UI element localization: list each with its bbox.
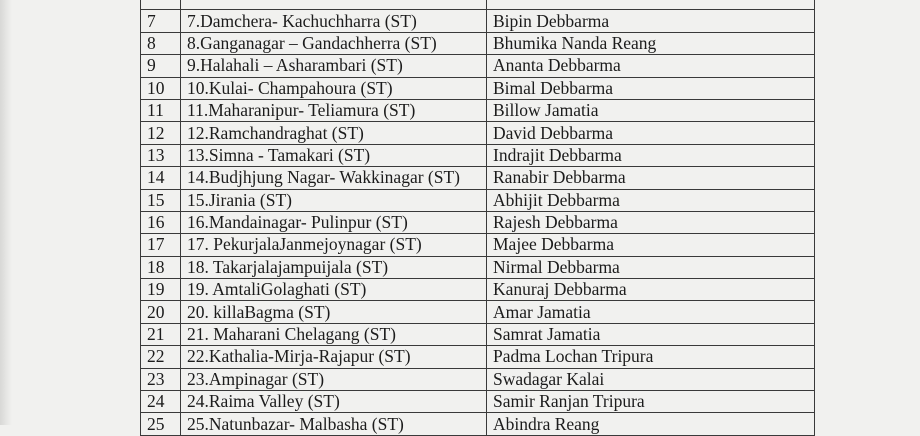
candidate-name-cell: Kanuraj Debbarma — [487, 279, 815, 301]
page-edge-shadow — [0, 0, 12, 425]
constituency-cell: 15.Jirania (ST) — [181, 189, 487, 211]
table-row — [141, 211, 815, 233]
candidate-name-cell: Swadagar Kalai — [487, 368, 815, 390]
constituency-cell: 13.Simna - Tamakari (ST) — [181, 144, 487, 166]
constituency-cell: 20. killaBagma (ST) — [181, 301, 487, 323]
constituency-cell: 22.Kathalia-Mirja-Rajapur (ST) — [181, 346, 487, 368]
table-row — [141, 346, 815, 368]
constituency-cell: 8.Ganganagar – Gandachherra (ST) — [181, 32, 487, 54]
table-row — [141, 55, 815, 77]
constituency-cell: 23.Ampinagar (ST) — [181, 368, 487, 390]
table-row — [141, 122, 815, 144]
table-row — [141, 301, 815, 323]
table-row — [141, 323, 815, 345]
serial-number-cell: 14 — [141, 167, 181, 189]
table-row — [141, 391, 815, 413]
serial-number-cell: 25 — [141, 413, 181, 435]
serial-number-cell: 16 — [141, 211, 181, 233]
candidate-name-cell: Abhijit Debbarma — [487, 189, 815, 211]
table-row — [141, 413, 815, 435]
serial-number-cell: 24 — [141, 391, 181, 413]
candidate-name-cell: Ranabir Debbarma — [487, 167, 815, 189]
constituency-cell: 9.Halahali – Asharambari (ST) — [181, 55, 487, 77]
serial-number-cell: 20 — [141, 301, 181, 323]
candidate-name-cell: Samir Ranjan Tripura — [487, 391, 815, 413]
candidate-name-cell: Padma Lochan Tripura — [487, 346, 815, 368]
table-row — [141, 256, 815, 278]
table-row — [141, 167, 815, 189]
constituency-cell: 11.Maharanipur- Teliamura (ST) — [181, 99, 487, 121]
candidate-name-cell: Indrajit Debbarma — [487, 144, 815, 166]
table-row — [141, 32, 815, 54]
table-row — [141, 0, 815, 10]
candidate-table — [140, 0, 815, 436]
candidate-name-cell: Samrat Jamatia — [487, 323, 815, 345]
candidate-name-cell: Bhumika Nanda Reang — [487, 32, 815, 54]
constituency-cell: 19. AmtaliGolaghati (ST) — [181, 279, 487, 301]
table-row — [141, 99, 815, 121]
candidate-name-cell — [487, 0, 815, 10]
candidate-name-cell: Bimal Debbarma — [487, 77, 815, 99]
serial-number-cell: 21 — [141, 323, 181, 345]
candidate-name-cell: Nirmal Debbarma — [487, 256, 815, 278]
constituency-cell: 10.Kulai- Champahoura (ST) — [181, 77, 487, 99]
table-row — [141, 279, 815, 301]
constituency-cell: 14.Budjhjung Nagar- Wakkinagar (ST) — [181, 167, 487, 189]
serial-number-cell: 15 — [141, 189, 181, 211]
candidate-name-cell: Billow Jamatia — [487, 99, 815, 121]
serial-number-cell: 18 — [141, 256, 181, 278]
constituency-cell: 12.Ramchandraghat (ST) — [181, 122, 487, 144]
serial-number-cell: 8 — [141, 32, 181, 54]
serial-number-cell: 23 — [141, 368, 181, 390]
serial-number-cell: 9 — [141, 55, 181, 77]
serial-number-cell: 17 — [141, 234, 181, 256]
candidate-name-cell: Rajesh Debbarma — [487, 211, 815, 233]
table-row — [141, 77, 815, 99]
candidate-name-cell: Majee Debbarma — [487, 234, 815, 256]
constituency-cell: 17. PekurjalaJanmejoynagar (ST) — [181, 234, 487, 256]
constituency-cell — [181, 0, 487, 10]
candidate-name-cell: Abindra Reang — [487, 413, 815, 435]
serial-number-cell: 10 — [141, 77, 181, 99]
serial-number-cell: 12 — [141, 122, 181, 144]
constituency-cell: 18. Takarjalajampuijala (ST) — [181, 256, 487, 278]
table-row — [141, 144, 815, 166]
constituency-cell: 24.Raima Valley (ST) — [181, 391, 487, 413]
serial-number-cell: 22 — [141, 346, 181, 368]
table-body — [141, 0, 815, 435]
serial-number-cell: 13 — [141, 144, 181, 166]
table-row — [141, 234, 815, 256]
constituency-cell: 16.Mandainagar- Pulinpur (ST) — [181, 211, 487, 233]
constituency-cell: 21. Maharani Chelagang (ST) — [181, 323, 487, 345]
constituency-cell: 25.Natunbazar- Malbasha (ST) — [181, 413, 487, 435]
table-row — [141, 189, 815, 211]
serial-number-cell: 19 — [141, 279, 181, 301]
constituency-cell: 7.Damchera- Kachuchharra (ST) — [181, 10, 487, 32]
candidate-name-cell: David Debbarma — [487, 122, 815, 144]
table-row — [141, 10, 815, 32]
candidate-name-cell: Amar Jamatia — [487, 301, 815, 323]
candidate-name-cell: Ananta Debbarma — [487, 55, 815, 77]
table-row — [141, 368, 815, 390]
serial-number-cell — [141, 0, 181, 10]
serial-number-cell: 11 — [141, 99, 181, 121]
candidate-name-cell: Bipin Debbarma — [487, 10, 815, 32]
serial-number-cell: 7 — [141, 10, 181, 32]
